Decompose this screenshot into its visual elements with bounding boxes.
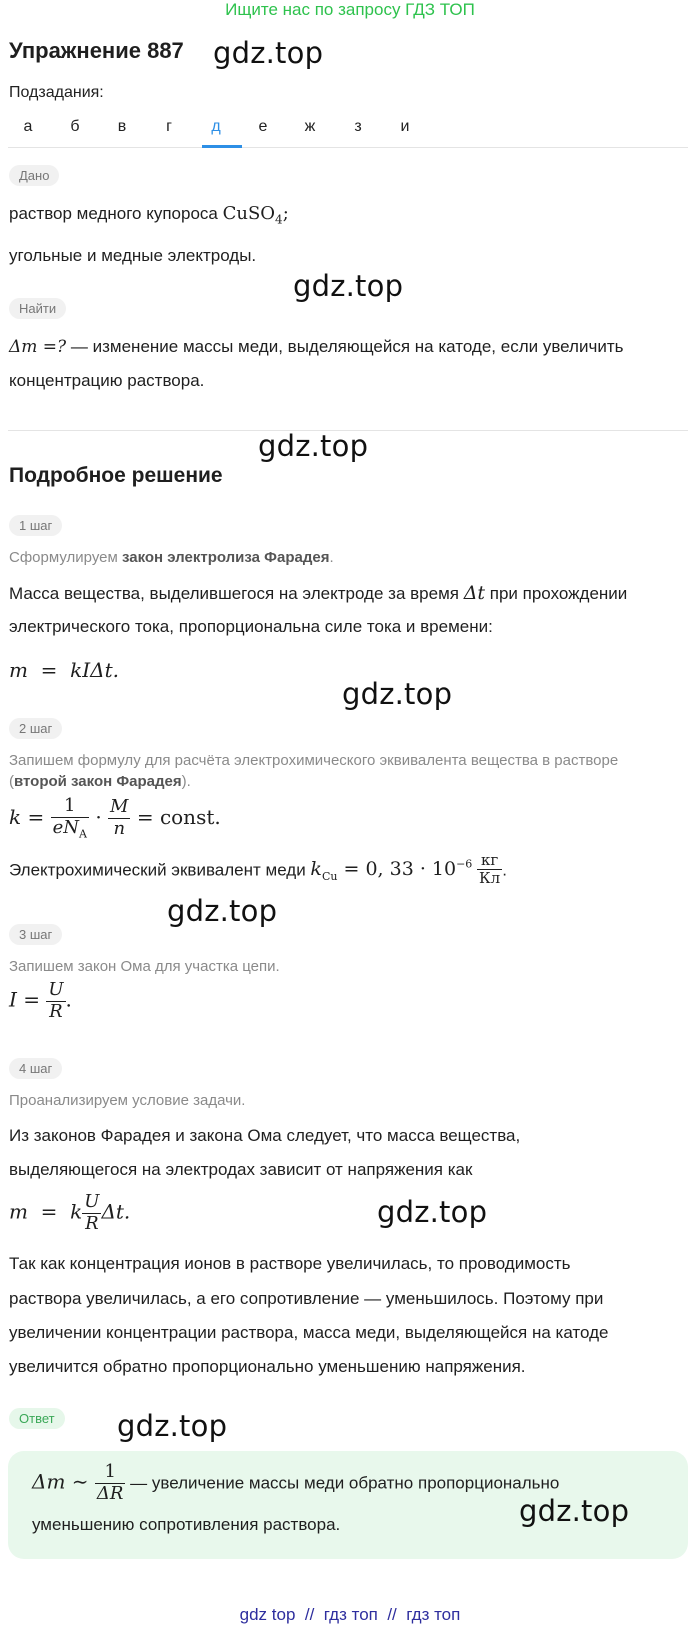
- find-line-1: Δm =? — изменение массы меди, выделяющейся на катоде, если увеличить: [9, 337, 624, 357]
- watermark: gdz.top: [377, 1195, 488, 1229]
- step-4-para-1: Так как концентрация ионов в растворе увеличилась, то проводимость: [9, 1254, 571, 1273]
- tab-d[interactable]: д: [211, 118, 221, 135]
- step-4-text-1: Из законов Фарадея и закона Ома следует, что масса вещества,: [9, 1126, 521, 1145]
- answer-text-2: уменьшению сопротивления раствора.: [32, 1515, 341, 1534]
- watermark: gdz.top: [213, 36, 324, 70]
- find-badge: Найти: [9, 298, 66, 319]
- tab-i[interactable]: и: [400, 118, 410, 135]
- step-3-badge: 3 шаг: [9, 924, 62, 945]
- step-2-formula: k = $\frac{1}{eN_A}$ · $\frac{M}{n}$ = const.: [9, 795, 221, 841]
- tab-zh[interactable]: ж: [304, 118, 316, 135]
- step-4-para-3: увеличении концентрации раствора, масса меди, выделяющейся на катоде: [9, 1323, 609, 1342]
- step-2-badge: 2 шаг: [9, 718, 62, 739]
- watermark: gdz.top: [117, 1409, 228, 1443]
- subtask-tabs: [8, 112, 688, 148]
- solution-title: Подробное решение: [9, 464, 223, 487]
- step-3-formula: I = $\frac{U}{R}$ .: [9, 979, 72, 1022]
- tab-a[interactable]: а: [23, 118, 33, 135]
- watermark: gdz.top: [342, 677, 453, 711]
- subtasks-label: Подзадания:: [9, 84, 104, 101]
- step-1-formula: m = kIΔt.: [9, 658, 120, 682]
- step-1-hint: Сформулируем закон электролиза Фарадея.: [9, 549, 334, 566]
- step-4-para-4: увеличится обратно пропорционально уменьшению напряжения.: [9, 1357, 526, 1376]
- tab-b[interactable]: б: [70, 118, 80, 135]
- given-line-2: угольные и медные электроды.: [9, 246, 257, 265]
- answer-badge: Ответ: [9, 1408, 65, 1429]
- step-4-hint: Проанализируем условие задачи.: [9, 1092, 246, 1109]
- page-title: Упражнение 887: [9, 38, 184, 63]
- given-badge: Дано: [9, 165, 59, 186]
- step-4-badge: 4 шаг: [9, 1058, 62, 1079]
- tab-e[interactable]: е: [258, 118, 268, 135]
- watermark: gdz.top: [258, 429, 369, 463]
- tab-z[interactable]: з: [354, 118, 362, 135]
- step-1-text-1: Масса вещества, выделившегося на электроде за время Δt при прохождении: [9, 582, 628, 604]
- find-line-2: концентрацию раствора.: [9, 371, 205, 390]
- step-2-hint-2: (второй закон Фарадея).: [9, 773, 191, 790]
- step-4-para-2: раствора увеличилась, а его сопротивление — уменьшилось. Поэтому при: [9, 1289, 604, 1308]
- watermark: gdz.top: [167, 894, 278, 928]
- tab-v[interactable]: в: [117, 118, 127, 135]
- step-4-formula: m = k $\frac{U}{R}$ Δt.: [9, 1191, 131, 1234]
- step-1-badge: 1 шаг: [9, 515, 62, 536]
- active-tab-indicator: [202, 145, 242, 148]
- given-line-1: раствор медного купороса CuSO$_4$;: [9, 203, 289, 227]
- search-banner: Ищите нас по запросу ГДЗ ТОП: [225, 0, 475, 19]
- tab-g[interactable]: г: [166, 118, 172, 135]
- step-3-hint: Запишем закон Ома для участка цепи.: [9, 958, 280, 975]
- answer-formula: Δm ∼ $\frac{1}{\Delta R}$ — увеличение массы меди обратно пропорционально: [32, 1461, 560, 1504]
- step-4-text-2: выделяющегося на электродах зависит от напряжения как: [9, 1160, 473, 1179]
- footer-links[interactable]: gdz top // гдз топ // гдз топ: [239, 1605, 461, 1624]
- step-1-text-2: электрического тока, пропорциональна силе тока и времени:: [9, 617, 493, 636]
- watermark: gdz.top: [519, 1494, 630, 1528]
- watermark: gdz.top: [293, 269, 404, 303]
- step-2-equivalent: Электрохимический эквивалент меди $k_{Cu} = 0$, $33 \cdot 10^{-6}$ $\frac{кг}{Кл}$ .: [9, 851, 507, 888]
- step-2-hint-1: Запишем формулу для расчёта электрохимического эквивалента вещества в растворе: [9, 752, 619, 769]
